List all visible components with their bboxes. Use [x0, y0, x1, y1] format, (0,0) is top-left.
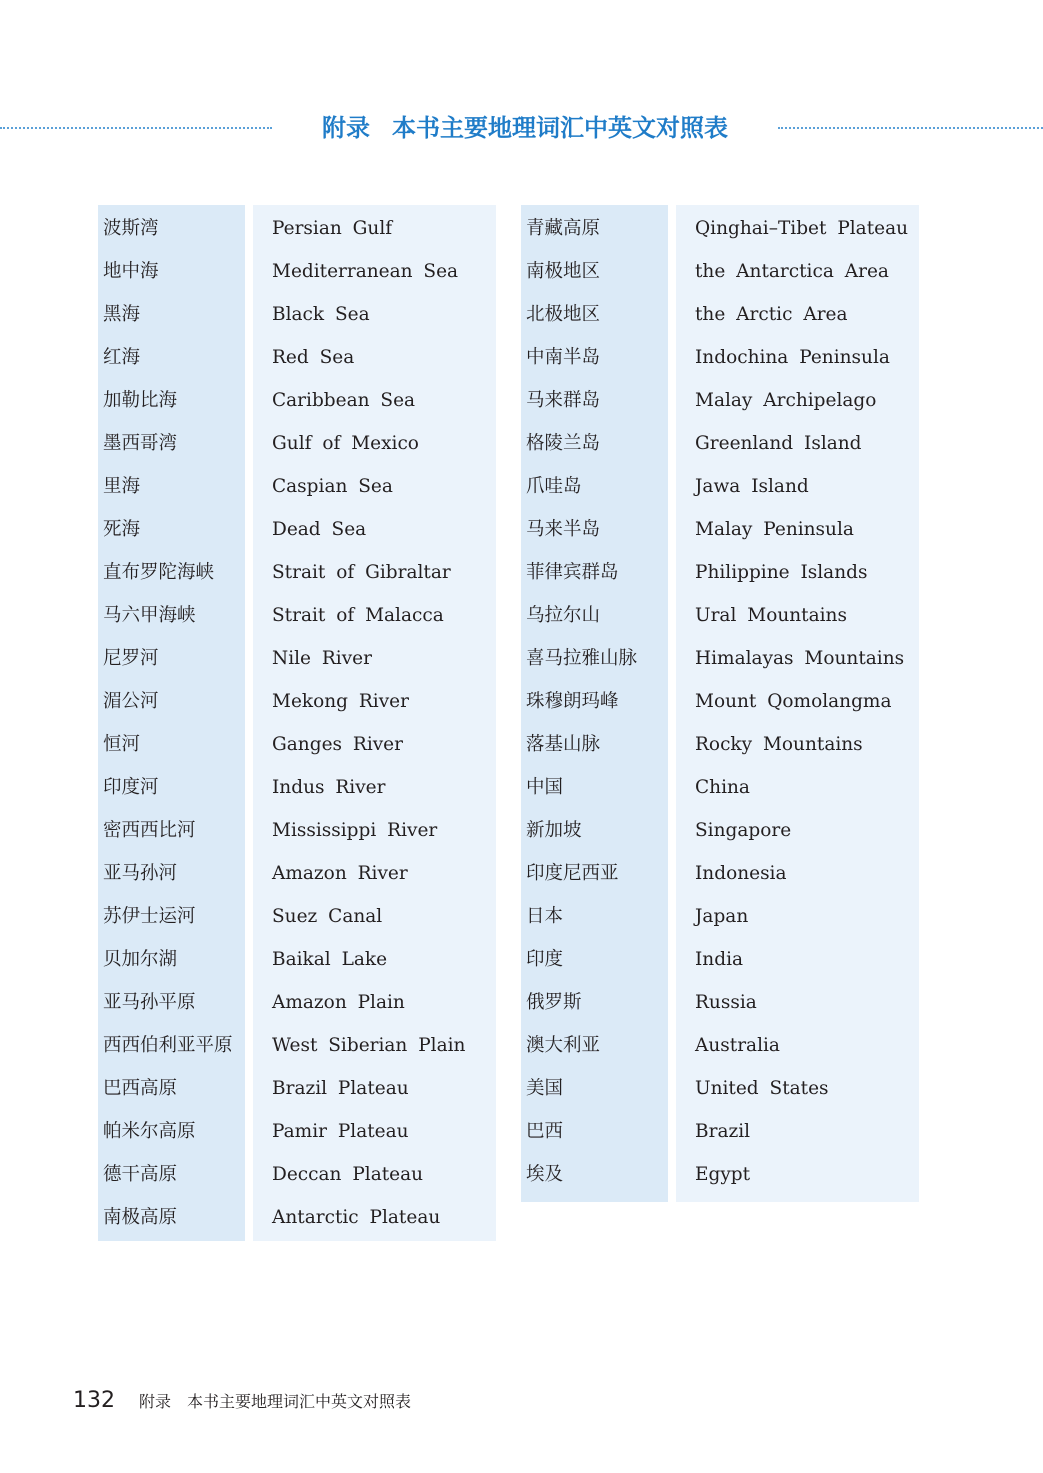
- glossary-term: the Arctic Area: [695, 304, 848, 325]
- glossary-right-chinese-column: [521, 205, 668, 1202]
- glossary-term: 落基山脉: [526, 734, 601, 755]
- glossary-term: West Siberian Plain: [272, 1035, 466, 1056]
- glossary-term: Australia: [695, 1035, 780, 1056]
- glossary-term: Indochina Peninsula: [695, 347, 890, 368]
- glossary-term: Singapore: [695, 820, 792, 841]
- glossary-term: 亚马孙河: [103, 863, 178, 884]
- glossary-term: 爪哇岛: [526, 476, 582, 497]
- glossary-term: 日本: [526, 906, 564, 927]
- glossary-term: Mount Qomolangma: [695, 691, 892, 712]
- glossary-term: 北极地区: [526, 304, 601, 325]
- glossary-term: Persian Gulf: [272, 218, 393, 239]
- glossary-right-english-column: [676, 205, 919, 1202]
- glossary-term: Malay Archipelago: [695, 390, 877, 411]
- glossary-term: 湄公河: [103, 691, 159, 712]
- glossary-term: Russia: [695, 992, 757, 1013]
- glossary-term: Suez Canal: [272, 906, 383, 927]
- glossary-term: China: [695, 777, 750, 798]
- glossary-term: Strait of Malacca: [272, 605, 444, 626]
- glossary-term: Egypt: [695, 1164, 751, 1185]
- glossary-term: Nile River: [272, 648, 372, 669]
- glossary-term: 澳大利亚: [526, 1035, 601, 1056]
- glossary-term: 南极地区: [526, 261, 601, 282]
- glossary-term: 恒河: [103, 734, 141, 755]
- glossary-term: 中南半岛: [526, 347, 601, 368]
- glossary-term: the Antarctica Area: [695, 261, 889, 282]
- glossary-term: 格陵兰岛: [526, 433, 601, 454]
- glossary-term: 乌拉尔山: [526, 605, 601, 626]
- glossary-term: Japan: [695, 906, 749, 927]
- glossary-term: 南极高原: [103, 1207, 178, 1228]
- glossary-term: 珠穆朗玛峰: [526, 691, 619, 712]
- glossary-term: 黑海: [103, 304, 141, 325]
- header: [0, 108, 1043, 148]
- page-title: [282, 108, 768, 143]
- glossary-term: Philippine Islands: [695, 562, 868, 583]
- glossary-term: Jawa Island: [695, 476, 809, 497]
- glossary-term: 青藏高原: [526, 218, 601, 239]
- glossary-term: 菲律宾群岛: [526, 562, 619, 583]
- glossary-term: 里海: [103, 476, 141, 497]
- glossary-term: Amazon River: [272, 863, 408, 884]
- glossary-term: Indus River: [272, 777, 386, 798]
- glossary-term: 马来半岛: [526, 519, 601, 540]
- glossary-term: Greenland Island: [695, 433, 862, 454]
- glossary-term: 巴西高原: [103, 1078, 178, 1099]
- glossary-term: 亚马孙平原: [103, 992, 196, 1013]
- glossary-term: 美国: [526, 1078, 564, 1099]
- glossary-term: Mediterranean Sea: [272, 261, 459, 282]
- glossary-term: Indonesia: [695, 863, 787, 884]
- glossary-term: United States: [695, 1078, 829, 1099]
- glossary-term: Caspian Sea: [272, 476, 393, 497]
- glossary-term: 红海: [103, 347, 141, 368]
- glossary-term: Malay Peninsula: [695, 519, 854, 540]
- dotted-rule-left: [0, 127, 272, 129]
- glossary-term: Caribbean Sea: [272, 390, 416, 411]
- glossary-term: 地中海: [103, 261, 159, 282]
- glossary-term: India: [695, 949, 744, 970]
- glossary-term: Ganges River: [272, 734, 403, 755]
- glossary-term: Rocky Mountains: [695, 734, 863, 755]
- glossary-term: Strait of Gibraltar: [272, 562, 451, 583]
- glossary-term: 俄罗斯: [526, 992, 582, 1013]
- running-title: [139, 1392, 411, 1411]
- glossary-term: 墨西哥湾: [103, 433, 178, 454]
- running-title-text: 本书主要地理词汇中英文对照表: [187, 1392, 412, 1411]
- glossary-term: Baikal Lake: [272, 949, 388, 970]
- glossary-term: 印度河: [103, 777, 159, 798]
- glossary-term: 死海: [103, 519, 141, 540]
- glossary-term: Gulf of Mexico: [272, 433, 419, 454]
- glossary-term: 苏伊士运河: [103, 906, 196, 927]
- glossary-term: Antarctic Plateau: [272, 1207, 441, 1228]
- glossary-term: Brazil: [695, 1121, 751, 1142]
- glossary-term: Mekong River: [272, 691, 409, 712]
- glossary-term: Amazon Plain: [272, 992, 405, 1013]
- glossary-term: Mississippi River: [272, 820, 438, 841]
- glossary-term: Pamir Plateau: [272, 1121, 409, 1142]
- glossary-term: Brazil Plateau: [272, 1078, 409, 1099]
- glossary-term: 巴西: [526, 1121, 564, 1142]
- glossary-term: 加勒比海: [103, 390, 178, 411]
- glossary-term: 贝加尔湖: [103, 949, 178, 970]
- glossary-term: Black Sea: [272, 304, 370, 325]
- glossary-term: Ural Mountains: [695, 605, 847, 626]
- glossary-term: 马六甲海峡: [103, 605, 196, 626]
- title-text: 本书主要地理词汇中英文对照表: [392, 114, 728, 142]
- glossary-term: Qinghai–Tibet Plateau: [695, 218, 909, 239]
- glossary-term: 直布罗陀海峡: [103, 562, 215, 583]
- glossary-term: 印度: [526, 949, 564, 970]
- glossary-term: 埃及: [526, 1164, 564, 1185]
- glossary-term: 喜马拉雅山脉: [526, 648, 638, 669]
- page-number: 132: [73, 1388, 115, 1413]
- glossary-term: 新加坡: [526, 820, 582, 841]
- glossary-term: 印度尼西亚: [526, 863, 619, 884]
- glossary-term: 尼罗河: [103, 648, 159, 669]
- glossary-term: Dead Sea: [272, 519, 367, 540]
- glossary-term: 马来群岛: [526, 390, 601, 411]
- dotted-rule-right: [778, 127, 1043, 129]
- glossary-term: 西西伯利亚平原: [103, 1035, 233, 1056]
- glossary-term: Deccan Plateau: [272, 1164, 424, 1185]
- glossary-term: 密西西比河: [103, 820, 196, 841]
- glossary-term: 德干高原: [103, 1164, 178, 1185]
- glossary-term: 波斯湾: [103, 218, 159, 239]
- glossary-term: Himalayas Mountains: [695, 648, 905, 669]
- running-title-label: 附录: [139, 1392, 172, 1411]
- glossary-term: 中国: [526, 777, 564, 798]
- glossary-term: Red Sea: [272, 347, 355, 368]
- glossary-left-english-column: [253, 205, 496, 1241]
- glossary-left-chinese-column: [98, 205, 245, 1241]
- page-footer: [73, 1388, 411, 1413]
- title-label: 附录: [322, 114, 370, 142]
- glossary-term: 帕米尔高原: [103, 1121, 196, 1142]
